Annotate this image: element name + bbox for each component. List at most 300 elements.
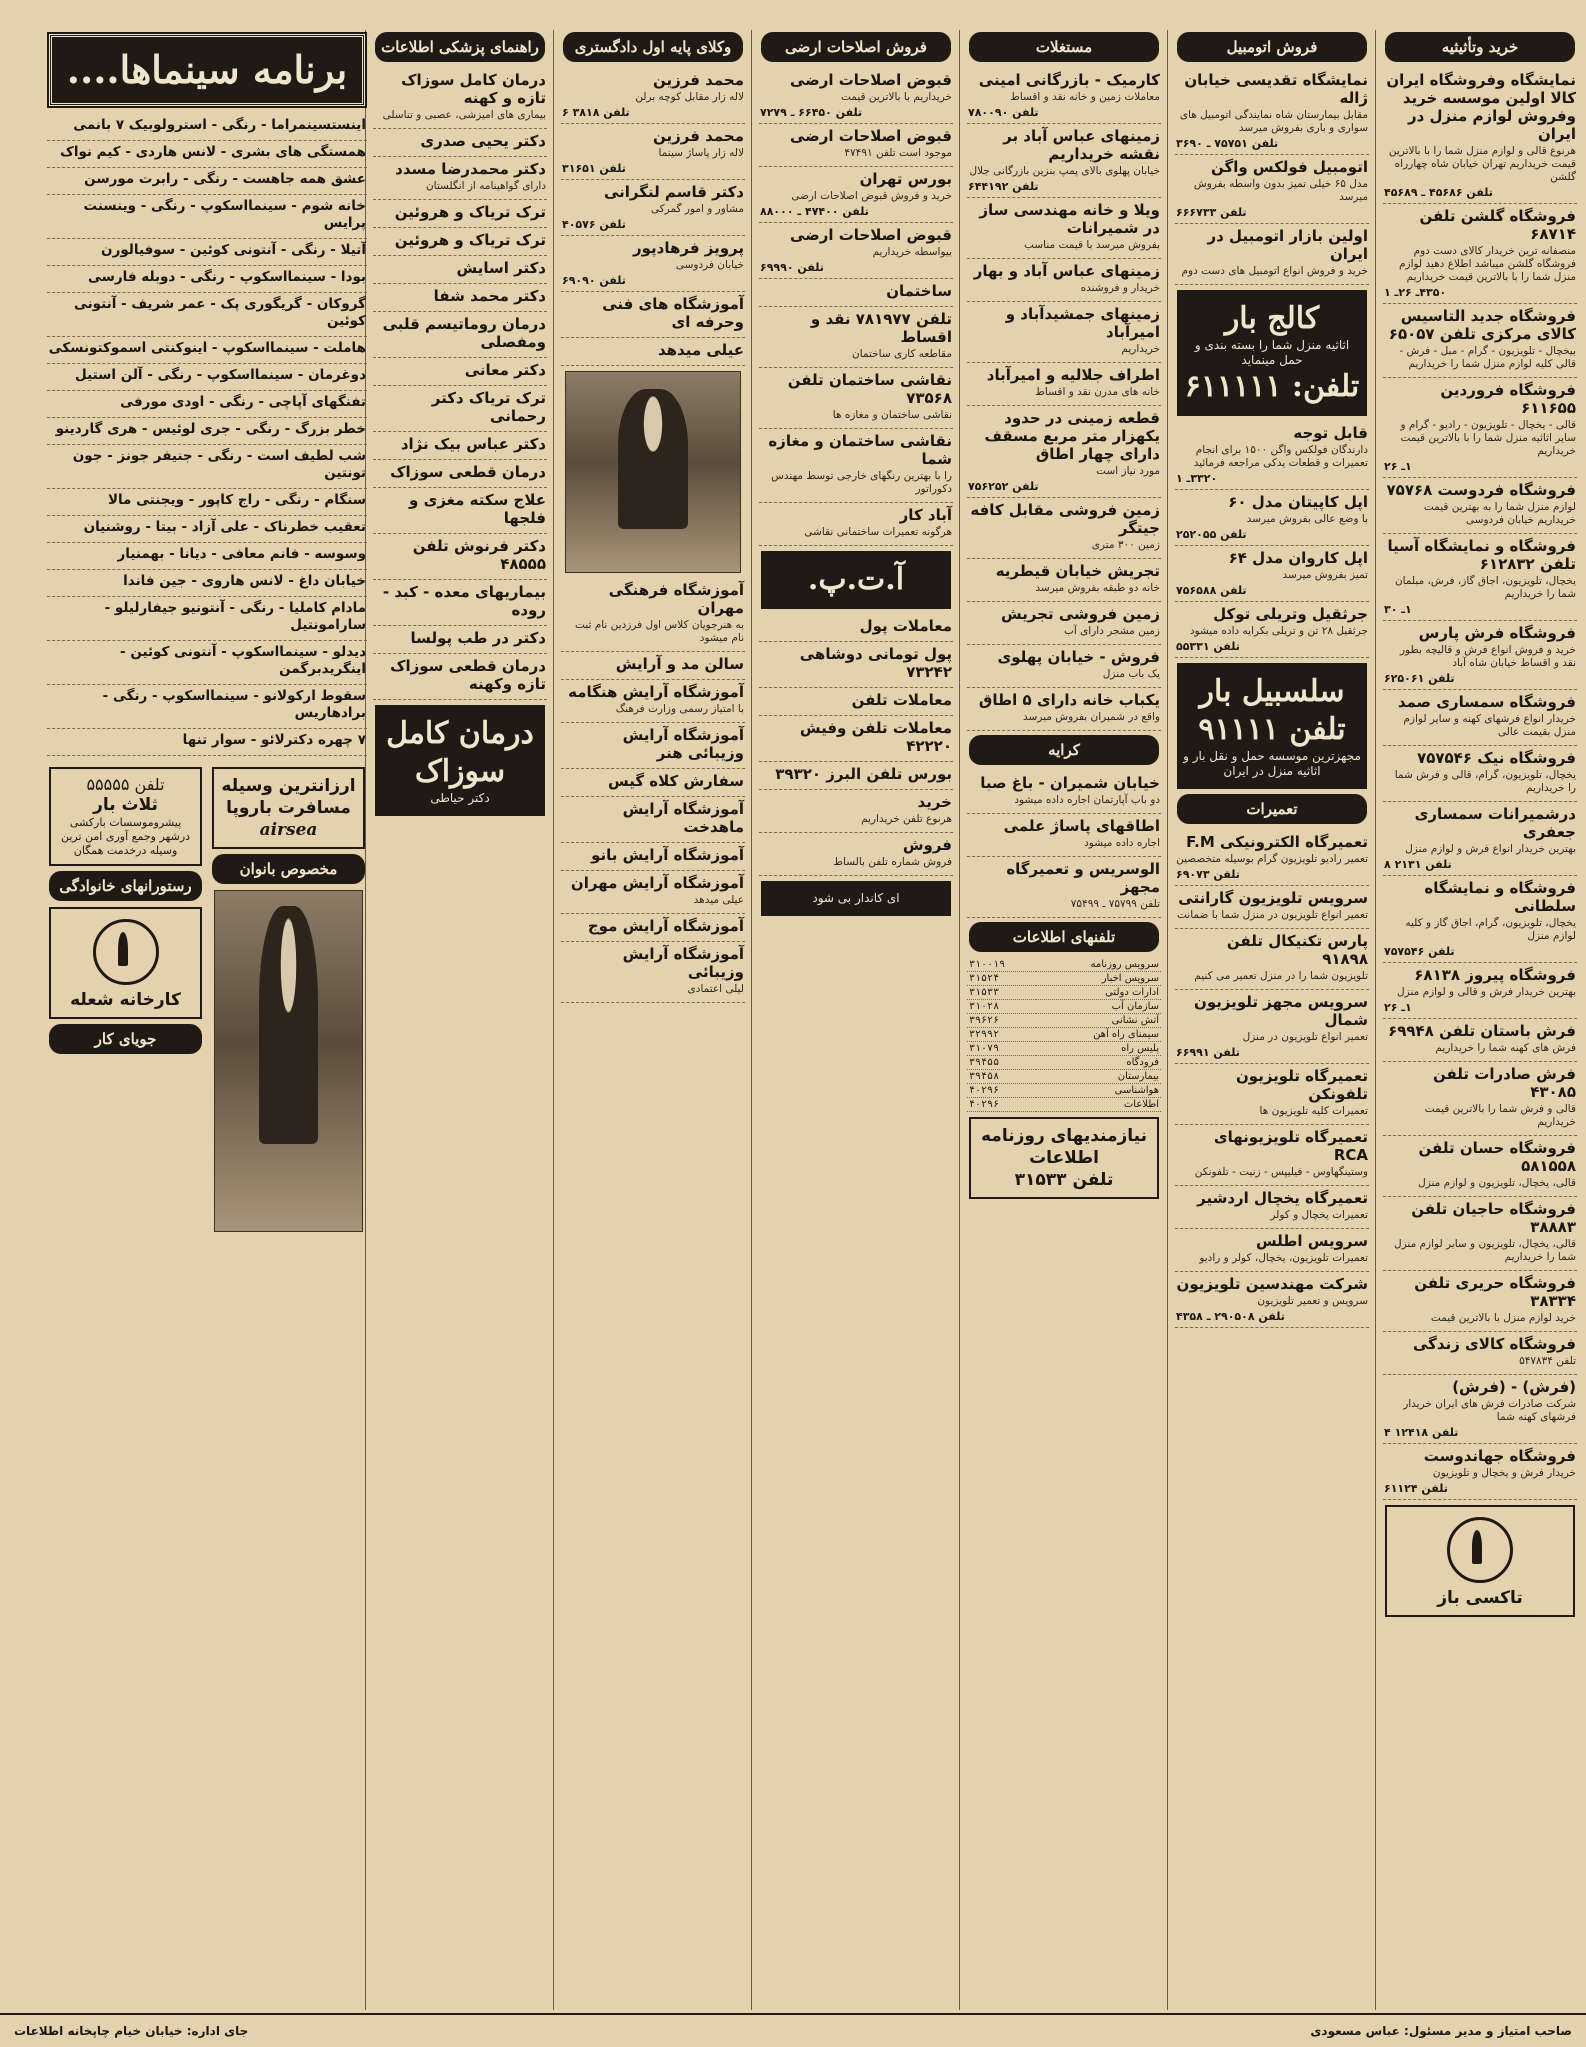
classified-ad (47, 570, 367, 597)
ad-title: همستگی های بشری - لانس هاردی - کیم نواک (60, 144, 366, 160)
ad-body: لاله زار پاساژ سینما (658, 147, 744, 159)
classified-ad (561, 180, 745, 236)
footer-publisher: صاحب امتیاز و مدیر مسئول: عباس مسعودی (1310, 2024, 1572, 2038)
ad-phone: تلفن ۲۱۳۱ ۸ (1384, 858, 1452, 871)
classified-ad (373, 488, 547, 534)
ad-title: فروشگاه جدید التاسیس کالای مرکزی تلفن ۶۵۰۵۷ (1388, 307, 1576, 343)
ad-title: نمایشگاه وفروشگاه ایران کالا اولین موسسه خرید وفروش لوازم منزل در ایران (1386, 71, 1576, 143)
classified-ad (1383, 621, 1577, 690)
classified-ad (47, 418, 367, 445)
classified-ad (373, 200, 547, 228)
classified-ad (373, 386, 547, 432)
classified-ad (759, 429, 953, 503)
classified-ad (561, 942, 745, 1003)
classified-ad (967, 406, 1161, 498)
ad-title: دکتر عباس بیک نژاد (400, 435, 546, 453)
classified-ad (1175, 68, 1369, 155)
classified-ad (1383, 1444, 1577, 1500)
table-row (967, 1014, 1161, 1028)
ad-phone: ۱ـ ۲۶ (1384, 460, 1412, 473)
ad-title: شب لطیف است - رنگی - جنیفر جونز - جون تونتین (72, 448, 366, 481)
ad-title: بودا - سینمااسکوپ - رنگی - دوبله فارسی (87, 269, 366, 285)
classified-ad (373, 157, 547, 200)
info-name: فرودگاه (1036, 1056, 1161, 1070)
info-name: آتش نشانی (1036, 1014, 1161, 1028)
dermani-ad-sub: دکتر حیاطی (430, 791, 490, 805)
ad-title: ۷ چهره دکترلائو - سوار تنها (182, 732, 366, 748)
ad-title: سرویس تلویزیون گارانتی (1178, 889, 1368, 907)
info-phones-table (967, 958, 1161, 1112)
bride-photo (214, 890, 363, 1232)
ad-phone: تلفن ۴۰۵۷۶ (562, 218, 626, 231)
classified-ad (1383, 478, 1577, 534)
classified-ad (1383, 1271, 1577, 1332)
info-name: سازمان آب (1036, 1000, 1161, 1014)
salsabil-bar-ad (1177, 663, 1367, 789)
classified-ad (759, 614, 953, 642)
ad-title: فروش - خیابان پهلوی (997, 648, 1160, 666)
atp-ad (761, 551, 951, 609)
column-6 (370, 28, 550, 2013)
classified-ad (1383, 963, 1577, 1019)
info-number: ۴۰۲۹۶ (967, 1098, 1036, 1112)
classified-ad (967, 688, 1161, 731)
column-3-header: مستغلات (969, 32, 1159, 62)
ad-title: عشق همه جاهست - رنگی - رابرت مورسن (84, 171, 366, 187)
ad-title: معاملات تلفن وفیش ۴۲۲۲۰ (799, 719, 952, 755)
info-number: ۳۱۵۲۴ (967, 972, 1036, 986)
info-number: ۳۹۴۵۵ (967, 1056, 1036, 1070)
ad-phone: تلفن ۷۵۷۵۱ ـ ۳۶۹۰ (1176, 137, 1279, 150)
table-row (967, 958, 1161, 972)
classified-ad (373, 284, 547, 312)
ad-body: تلویزیون شما را در منزل تعمیر می کنیم (1194, 970, 1368, 982)
classified-ad (1175, 546, 1369, 602)
classified-ad (373, 129, 547, 157)
ad-body: خرید و فروش انواع فرش و قالیچه بطور نقد و اقساط خیابان شاه آباد (1399, 644, 1576, 669)
portrait-image (618, 389, 688, 529)
ad-title: آموزشگاه آرایش مهران (570, 874, 744, 892)
classified-ad (1383, 378, 1577, 478)
footer-address: جای اداره: خیابان خیام چاپخانه اطلاعات (14, 2024, 249, 2038)
ad-phone: تلفن ۱۲۴۱۸ ۴ (1384, 1426, 1459, 1439)
classified-ad (561, 680, 745, 723)
airsea-brand: airsea (259, 820, 318, 840)
ad-body: لوازم منزل شما را به بهترین قیمت خریداریم خیابان فردوسی (1423, 501, 1576, 526)
classified-ad (561, 723, 745, 769)
airsea-ad (212, 767, 365, 849)
ad-title: فروشگاه پیروز ۶۸۱۳۸ (1414, 966, 1576, 984)
info-name: ادارات دولتی (1036, 986, 1161, 1000)
kalej-bar-sub: اثاثیه منزل شما را بسته بندی و حمل مینماید (1194, 338, 1350, 367)
classified-ad (967, 857, 1161, 918)
ad-phone: ۱ـ ۲۶ (1384, 1001, 1412, 1014)
column-5-ads-b (561, 578, 745, 1003)
ad-title: سنگام - رنگی - راج کاپور - ویجنتی مالا (107, 492, 366, 508)
ad-title: محمد فرزین (653, 71, 744, 89)
classified-ad (561, 652, 745, 680)
table-row (967, 1028, 1161, 1042)
airsea-ad-title: ارزانترین وسیله مسافرت باروپا (221, 776, 356, 818)
ad-title: آموزشگاه آرایش وزیبائی هنر (622, 726, 744, 762)
job-header: جویای کار (49, 1024, 202, 1054)
ad-body: خیابان پهلوی بالای پمپ بنزین بازرگانی جلال (969, 165, 1160, 177)
classified-ad (1383, 1332, 1577, 1375)
ad-title: دکتر محمد شفا (433, 287, 546, 305)
ad-body: شرکت صادرات فرش های ایران خریدار فرشهای کهنه شما (1403, 1398, 1576, 1423)
ad-body: خرید لوازم منزل با بالاترین قیمت (1430, 1312, 1576, 1324)
classified-ad (561, 124, 745, 180)
airsea-area (210, 762, 367, 1237)
classified-ad (1175, 990, 1369, 1064)
ad-body: منصفانه ترین خریدار کالای دست دوم فروشگاه گلشن میباشد اطلاع دهید لوازم منزل شما را با بالاترین قیمت خریداریم (1399, 245, 1576, 283)
ad-title: قطعه زمینی در حدود یکهزار متر مربع مسقف دارای چهار اطاق (984, 409, 1160, 463)
classified-ad (561, 68, 745, 124)
ad-body: بهترین خریدار انواع فرش و لوازم منزل (1405, 843, 1576, 855)
classified-ad (373, 460, 547, 488)
classified-ad (47, 239, 367, 266)
info-name: سرویس اخبار (1036, 972, 1161, 986)
classified-ad (373, 256, 547, 284)
classified-ad (47, 597, 367, 641)
classified-ad (1175, 1229, 1369, 1272)
classified-ad (759, 716, 953, 762)
classified-ad (759, 762, 953, 790)
ad-title: آموزشگاه آرایش وزیبائی (622, 945, 744, 981)
ad-body: تعمیر انواع تلویزیون در منزل (1242, 1031, 1368, 1043)
ad-body: نقاشی ساختمان و مغازه ها (832, 409, 952, 421)
ad-body: بفروش میرسد با قیمت مناسب (1024, 239, 1160, 251)
classified-ad (1175, 224, 1369, 285)
classified-ad (47, 445, 367, 489)
ad-title: ترک تریاک و هروئین (394, 203, 546, 221)
ad-title: مادام کاملیا - رنگی - آنتونیو جیفارلیلو - سارامونتیل (104, 600, 366, 633)
ad-body: هرنوع قالی و لوازم منزل شما را با بالاترین قیمت خریداریم تهران خیابان شاه چهارراه گلشن (1388, 145, 1576, 183)
ad-title: درمان روماتیسم قلبی ومفصلی (382, 315, 546, 351)
ad-body: خریداریم (1121, 343, 1160, 355)
ad-phone: تلفن ۶۱۱۲۴ (1384, 1482, 1448, 1495)
ad-title: هاملت - سینمااسکوپ - اینوکنتی اسموکتونسکی (48, 340, 366, 356)
classified-ad (1175, 1064, 1369, 1125)
classified-ad (561, 914, 745, 942)
ad-title: اطاقهای پاساژ علمی (1003, 817, 1160, 835)
ad-title: فروشگاه گلشن تلفن ۶۸۷۱۴ (1419, 207, 1576, 243)
ad-phone: تلفن ۶۹۹۹۰ (760, 261, 824, 274)
table-row (967, 1084, 1161, 1098)
ad-title: معاملات پول (859, 617, 952, 635)
classified-ad (759, 307, 953, 368)
column-3 (964, 28, 1164, 2013)
info-number: ۳۹۴۵۸ (967, 1070, 1036, 1084)
column-rule (959, 30, 960, 2010)
ad-body: مقاطعه کاری ساختمان (852, 348, 952, 360)
ad-title: ویلا و خانه مهندسی ساز در شمیرانات (979, 201, 1160, 237)
ad-phone: تلفن ۴۵۶۸۶ ـ ۴۵۶۸۹ (1384, 186, 1493, 199)
ad-body: بیخچال - تلویزیون - گرام - مبل - فرش - قالی کلیه لوازم منزل شما را خریداریم (1399, 345, 1576, 370)
kalej-bar-phone: تلفن: ۶۱۱۱۱۱ (1184, 369, 1360, 404)
ad-phone: تلفن ۶۶۴۵۰ ـ ۷۲۷۹ (760, 106, 863, 119)
ad-body: لاله زار مقابل کوچه برلن (635, 91, 744, 103)
ad-title: آموزشگاه آرایش موج (587, 917, 744, 935)
ad-body: هرگونه تعمیرات ساختمانی نقاشی (804, 526, 952, 538)
ad-title: دکتر یحیی صدری (420, 132, 546, 150)
ad-body: هرنوع تلفن خریداریم (861, 813, 952, 825)
classified-ad (967, 259, 1161, 302)
ad-body: خریدار و فروشنده (1080, 282, 1160, 294)
ad-body: خرید و فروش انواع اتومبیل های دست دوم (1181, 265, 1368, 277)
cinema-title-banner (49, 34, 365, 106)
info-name: بیمارستان (1036, 1070, 1161, 1084)
column-4-ads-a (759, 68, 953, 546)
ad-phone: تلفن ۲۹۰۵۰۸ ـ ۴۳۵۸ (1176, 1310, 1285, 1323)
ad-phone: تلفن ۴۷۴۰۰ ـ ۸۸۰۰۰ (760, 205, 869, 218)
classified-ad (561, 871, 745, 914)
classified-ad (1383, 304, 1577, 378)
ad-phone: تلفن ۶۲۵۰۶۱ (1384, 672, 1455, 685)
column-6-ads (373, 68, 547, 700)
salat-bar-ad (49, 767, 202, 866)
ad-body: تلفن ۷۵۷۹۹ ـ ۷۵۴۹۹ (1070, 898, 1160, 910)
info-name: پلیس راه (1036, 1042, 1161, 1056)
ad-body: بیماری های امیزشی، عصبی و تناسلی (382, 109, 546, 121)
cinema-title: برنامه سینماها.... (66, 47, 348, 92)
ad-title: دکتر محمدرضا مسدد (395, 160, 546, 178)
classified-ad (47, 729, 367, 756)
info-number: ۳۲۹۹۲ (967, 1028, 1036, 1042)
ad-phone: تلفن ۲۵۲۰۵۵ (1176, 528, 1247, 541)
ad-body: خریدار فرش و یخچال و تلویزیون (1432, 1467, 1576, 1479)
torch-icon (93, 919, 159, 985)
classified-ad (967, 498, 1161, 559)
dermani-ad (375, 705, 545, 816)
classified-ad (1383, 746, 1577, 802)
salat-bar-title: ثلاث بار (93, 795, 158, 815)
ad-body: قالی، یخچال، تلویزیون و سایر لوازم منزل شما را خریداریم (1394, 1238, 1576, 1263)
ad-title: فروشگاه فردوست ۷۵۷۶۸ (1386, 481, 1576, 499)
column-rule (553, 30, 554, 2010)
page-footer (0, 2013, 1586, 2047)
ad-title: فروشگاه و نمایشگاه آسیا تلفن ۶۱۲۸۳۲ (1387, 537, 1576, 573)
kalej-bar-title: کالج بار (1224, 301, 1320, 336)
ad-title: درمان قطعی سوزاک (390, 463, 546, 481)
ad-title: آموزشگاه آرایش هنگامه (568, 683, 744, 701)
classified-ad (373, 228, 547, 256)
classified-ad (759, 368, 953, 429)
ad-body: زمین مشجر دارای آب (1063, 625, 1160, 637)
classified-ad (759, 833, 953, 876)
ad-title: درمان قطعی سوزاک تازه وکهنه (390, 657, 546, 693)
ad-body: فروش شماره تلفن بالساط (833, 856, 952, 868)
kalej-bar-ad (1177, 290, 1367, 416)
ad-title: عیلی میدهد (657, 341, 744, 359)
classified-ad (561, 292, 745, 338)
column-1 (1380, 28, 1580, 2013)
ad-title: ساختمان (886, 282, 952, 300)
ad-phone: تلفن ۶۶۹۹۱ (1176, 1046, 1240, 1059)
classified-ad (967, 771, 1161, 814)
ad-body: قالی و فرش شما را بالاترین قیمت خریداریم (1424, 1103, 1576, 1128)
ad-title: فروشگاه جهاندوست (1423, 1447, 1576, 1465)
classified-ad (967, 602, 1161, 645)
ad-title: وسوسه - فانم معافی - دیانا - بهمنیار (117, 546, 366, 562)
cinema-listings (47, 114, 367, 756)
classified-ad (1175, 886, 1369, 929)
column-rule (1375, 30, 1376, 2010)
ad-phone: تلفن ۵۵۳۳۱ (1176, 640, 1240, 653)
classified-ad (1383, 1136, 1577, 1197)
ad-title: آموزشگاه های فنی وحرفه ای (602, 295, 744, 331)
ad-body: وستینگهاوس - فیلیپس - زنیت - تلفونکن (1194, 1166, 1368, 1178)
ad-title: خرید (917, 793, 952, 811)
classified-ad (47, 391, 367, 418)
ad-title: سالن مد و آرایش (615, 655, 744, 673)
ad-title: سرویس مجهز تلویزیون شمال (1194, 993, 1368, 1029)
amir-kabir-ad-text: ای کاندار بی شود (812, 891, 900, 905)
ad-title: نمایشگاه تقدیسی خیابان ژاله (1184, 71, 1368, 107)
table-row (967, 1098, 1161, 1112)
ad-body: یک باب منزل (1102, 668, 1160, 680)
ad-body: واقع در شمیران بفروش میرسد (1023, 711, 1160, 723)
classified-ad (47, 141, 367, 168)
ad-phone: ۱ـ ۳۰ (1384, 603, 1412, 616)
ad-title: یکباب خانه دارای ۵ اطاق (978, 691, 1160, 709)
ad-body: خریداریم با بالاترین قیمت (840, 91, 952, 103)
ad-phone: تلفن ۷۵۷۵۴۶ (1384, 945, 1455, 958)
classified-ad (1383, 1197, 1577, 1271)
ad-title: دکتر اسایش (456, 259, 546, 277)
ad-title: اطراف جلالیه و امیرآباد (986, 366, 1160, 384)
ad-body: خانه دو طبقه بفروش میرسد (1035, 582, 1160, 594)
ad-title: فرش صادرات تلفن ۴۳۰۸۵ (1432, 1065, 1576, 1101)
ad-body: مورد نیاز است (1096, 465, 1160, 477)
ad-body: اجاره داده میشود (1084, 837, 1160, 849)
ad-title: پول تومانی دوشاهی ۷۳۲۴۲ (799, 645, 952, 681)
amir-kabir-ad (761, 881, 951, 916)
classified-ad (373, 534, 547, 580)
classified-ad (967, 124, 1161, 198)
ad-title: شرکت مهندسین تلویزیون (1176, 1275, 1368, 1293)
classified-ad (561, 236, 745, 292)
info-number: ۳۱۵۳۳ (967, 986, 1036, 1000)
column-2-header: فروش اتومبیل (1177, 32, 1367, 62)
classified-ad (373, 654, 547, 700)
ad-body: یخچال، تلویزیون، اجاق گاز، فرش، مبلمان شما را خریداریم (1394, 575, 1576, 600)
ad-title: اپل کاروان مدل ۶۴ (1228, 549, 1368, 567)
classified-ad (373, 358, 547, 386)
classified-ad (1383, 690, 1577, 746)
taxi-ad-title: تاکسی باز (1437, 1588, 1523, 1608)
column-1-ads (1383, 68, 1577, 1500)
column-5-ads-a (561, 68, 745, 366)
classified-ad (47, 685, 367, 729)
ad-title: فروش (902, 836, 952, 854)
column-5-header: وکلای پایه اول دادگستری (563, 32, 743, 62)
ad-title: فروشگاه حریری تلفن ۳۸۳۳۴ (1414, 1274, 1576, 1310)
ad-title: آباد کار (899, 506, 952, 524)
ad-phone: تلفن ۶۶۶۷۳۳ (1176, 206, 1247, 219)
ad-body: یخچال، تلویزیون، گرام، قالی و فرش شما را خریداریم (1394, 769, 1576, 794)
info-number: ۴۰۲۹۶ (967, 1084, 1036, 1098)
classified-ad (47, 337, 367, 364)
ad-body: تعمیر رادیو تلویزیون گرام بوسیله متخصصین (1176, 853, 1368, 865)
classified-ad (1175, 421, 1369, 490)
info-number: ۳۱۰۷۹ (967, 1042, 1036, 1056)
ad-title: زمین فروشی تجریش (1000, 605, 1160, 623)
classified-ad (967, 814, 1161, 857)
ad-title: قابل توجه (1293, 424, 1368, 442)
school-photo (565, 371, 741, 573)
ad-phone: تلفن ۶۴۴۱۹۲ (968, 180, 1039, 193)
ad-title: دکتر فرنوش تلفن ۴۸۵۵۵ (412, 537, 546, 573)
info-name: اطلاعات (1036, 1098, 1161, 1112)
ad-title: اتومبیل فولکس واگن (1210, 158, 1368, 176)
table-row (967, 1070, 1161, 1084)
ad-body: به هنرجویان کلاس اول فرزدین نام ثبت نام میشود (574, 619, 744, 644)
ad-body: بهترین خریدار فرش و قالی و لوازم منزل (1397, 986, 1576, 998)
ad-title: آموزشگاه فرهنگی مهران (608, 581, 744, 617)
classified-ad (47, 641, 367, 685)
classified-ad (1175, 830, 1369, 886)
ad-body: را با بهترین رنگهای خارجی توسط مهندس دکوراتور (771, 470, 952, 495)
ad-body: یخچال، تلویزیون، گرام، اجاق گاز و کلیه لوازم منزل (1405, 917, 1576, 942)
ad-title: دکتر در طب پولسا (410, 629, 546, 647)
classified-ad (1175, 490, 1369, 546)
column-1-header: خرید وتأثیثیه (1385, 32, 1575, 62)
classified-ad (967, 363, 1161, 406)
ad-title: نقاشی ساختمان تلفن ۷۳۵۶۸ (787, 371, 952, 407)
ad-phone: تلفن ۷۸۰۰۹۰ (968, 106, 1039, 119)
ad-title: زمینهای عباس آباد و بهار (973, 262, 1160, 280)
ad-title: درشمیرانات سمساری جعفری (1414, 805, 1576, 841)
classified-ad (561, 578, 745, 652)
ad-title: فروشگاه کالای زندگی (1413, 1335, 1576, 1353)
ad-title: بورس تلفن البرز ۳۹۳۲۰ (775, 765, 952, 783)
ad-phone: تلفن ۷۵۶۲۵۲ (968, 480, 1039, 493)
classified-ad (759, 688, 953, 716)
ad-title: پرویز فرهادپور (632, 239, 744, 257)
ad-title: ترک تریاک دکتر رحمانی (431, 389, 546, 425)
ad-title: تجریش خیابان قیطریه (995, 562, 1160, 580)
classified-ad (759, 167, 953, 223)
ad-title: الوسریس و تعمیرگاه مجهز (1006, 860, 1160, 896)
ad-title: علاج سکته مغزی و فلجها (409, 491, 546, 527)
ad-phone: تلفن ۳۱۶۵۱ (562, 162, 626, 175)
ad-title: آموزشگاه آرایش ماهدخت (622, 800, 744, 836)
ad-body: تعمیرات یخچال و کولر (1270, 1209, 1368, 1221)
ad-body: خیابان فردوسی (675, 259, 744, 271)
ad-phone: تلفن ۷۵۶۵۸۸ (1176, 584, 1247, 597)
ad-title: قبوض اصلاحات ارضی (790, 226, 952, 244)
classified-ad (967, 645, 1161, 688)
ad-title: دکتر معانی (464, 361, 546, 379)
ad-title: فروشگاه فرش پارس (1418, 624, 1576, 642)
classified-ad (1175, 1186, 1369, 1229)
classified-ad (1175, 602, 1369, 658)
ad-body: لیلی اعتمادی (687, 983, 744, 995)
classified-ad (1383, 204, 1577, 304)
dermani-ad-title: درمان کامل سوزاک (386, 716, 534, 789)
ad-title: تعمیرگاه یخچال اردشیر (1197, 1189, 1368, 1207)
classified-ad (47, 516, 367, 543)
classified-ad (373, 580, 547, 626)
ad-title: سقوط ارکولانو - سینمااسکوپ - رنگی - برادهاریس (102, 688, 366, 721)
classified-ad (1383, 802, 1577, 876)
classified-ad (1175, 1125, 1369, 1186)
ad-body: تعمیر انواع تلویزیون در منزل شما با ضمانت (1177, 909, 1368, 921)
ad-title: ترک تریاک و هروئین (394, 231, 546, 249)
column-3-ads-a (967, 68, 1161, 731)
taxi-logo-icon (1447, 1517, 1513, 1583)
